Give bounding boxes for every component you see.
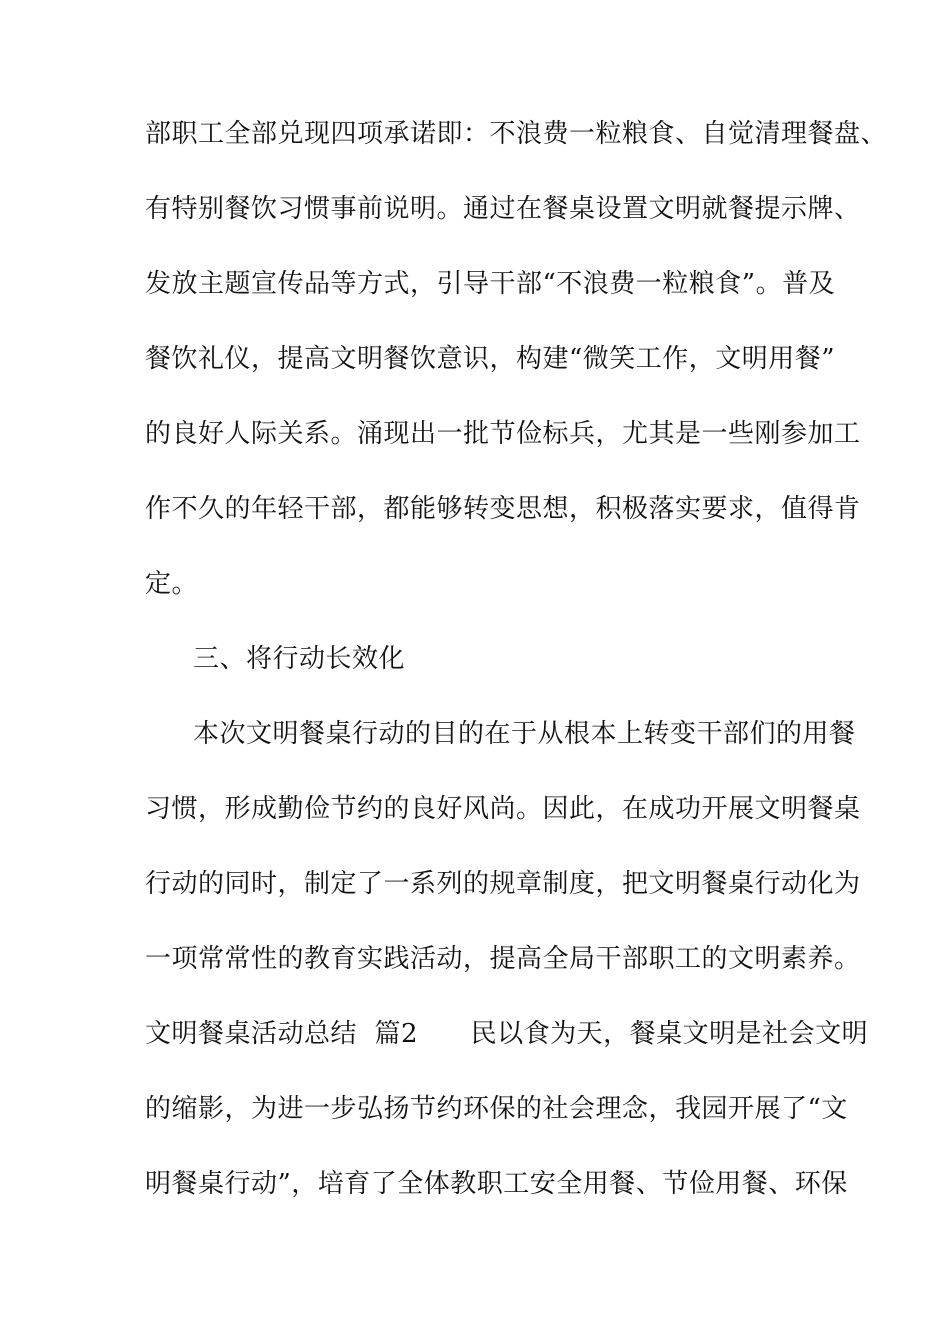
body-line: 餐饮礼仪，提高文明餐饮意识，构建“微笑工作，文明用餐” bbox=[145, 344, 836, 374]
body-line: 本次文明餐桌行动的目的在于从根本上转变干部们的用餐 bbox=[193, 719, 856, 749]
body-line: 有特别餐饮习惯事前说明。通过在餐桌设置文明就餐提示牌、 bbox=[145, 194, 861, 224]
body-line: 一项常常性的教育实践活动，提高全局干部职工的文明素养。 bbox=[145, 944, 861, 974]
document-body bbox=[145, 119, 888, 1222]
body-line: 发放主题宣传品等方式，引导干部“不浪费一粒粮食”。普及 bbox=[145, 269, 836, 299]
body-line: 的缩影，为进一步弘扬节约环保的社会理念，我园开展了“文 bbox=[145, 1094, 848, 1124]
section-heading: 三、将行动长效化 bbox=[193, 644, 406, 674]
body-line: 的良好人际关系。涌现出一批节俭标兵，尤其是一些刚参加工 bbox=[145, 419, 861, 449]
article-title-line: 文明餐桌活动总结 篇2 民以食为天，餐桌文明是社会文明 bbox=[145, 1019, 869, 1049]
body-line: 部职工全部兑现四项承诺即：不浪费一粒粮食、自觉清理餐盘、 bbox=[145, 119, 888, 149]
body-line: 作不久的年轻干部，都能够转变思想，积极落实要求，值得肯 bbox=[145, 494, 861, 524]
body-line: 习惯，形成勤俭节约的良好风尚。因此，在成功开展文明餐桌 bbox=[145, 794, 861, 824]
body-line: 定。 bbox=[145, 569, 199, 599]
body-line: 明餐桌行动”，培育了全体教职工安全用餐、节俭用餐、环保 bbox=[145, 1169, 848, 1199]
body-line: 行动的同时，制定了一系列的规章制度，把文明餐桌行动化为 bbox=[145, 869, 861, 899]
